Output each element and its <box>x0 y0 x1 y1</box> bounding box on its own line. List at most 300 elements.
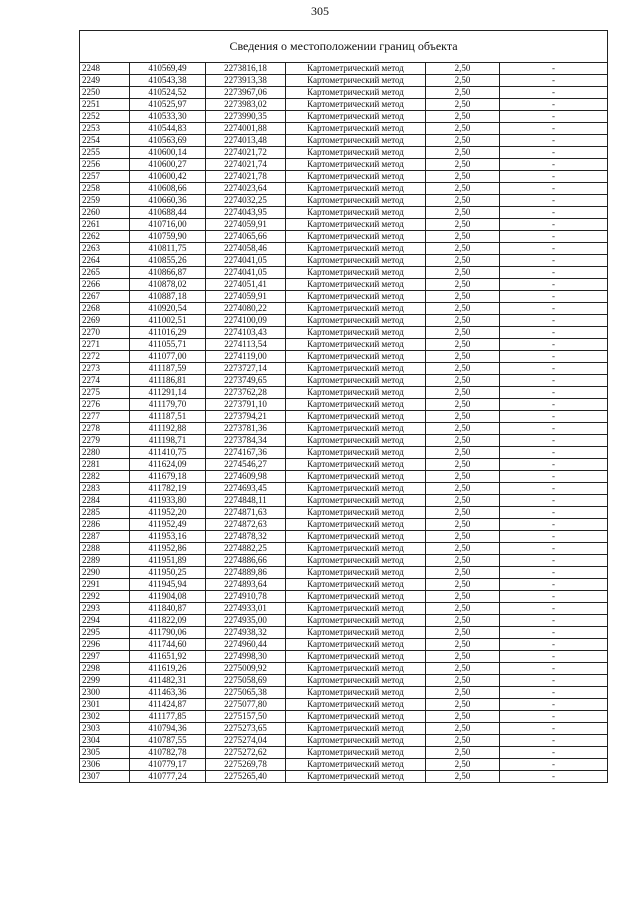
table-row <box>80 255 608 267</box>
cell-coord-y: 2273749,65 <box>206 375 286 387</box>
cell-coord-y: 2274935,00 <box>206 615 286 627</box>
cell-method: Картометрический метод <box>286 483 426 495</box>
cell-accuracy: 2,50 <box>426 315 500 327</box>
table-row <box>80 231 608 243</box>
cell-method: Картометрический метод <box>286 411 426 423</box>
cell-method: Картометрический метод <box>286 639 426 651</box>
cell-coord-x: 410887,18 <box>130 291 206 303</box>
table-row <box>80 171 608 183</box>
cell-point-number: 2305 <box>80 747 130 759</box>
boundary-table <box>79 30 608 783</box>
cell-coord-x: 411904,08 <box>130 591 206 603</box>
cell-coord-y: 2273794,21 <box>206 411 286 423</box>
cell-description: - <box>500 183 608 195</box>
cell-point-number: 2254 <box>80 135 130 147</box>
cell-accuracy: 2,50 <box>426 531 500 543</box>
cell-description: - <box>500 735 608 747</box>
cell-description: - <box>500 759 608 771</box>
cell-coord-x: 410600,42 <box>130 171 206 183</box>
table-row <box>80 435 608 447</box>
cell-point-number: 2304 <box>80 735 130 747</box>
cell-coord-y: 2274938,32 <box>206 627 286 639</box>
table-row <box>80 87 608 99</box>
cell-coord-x: 410759,90 <box>130 231 206 243</box>
cell-coord-x: 410716,00 <box>130 219 206 231</box>
table-row <box>80 639 608 651</box>
cell-accuracy: 2,50 <box>426 255 500 267</box>
cell-method: Картометрический метод <box>286 423 426 435</box>
cell-description: - <box>500 387 608 399</box>
cell-point-number: 2297 <box>80 651 130 663</box>
cell-method: Картометрический метод <box>286 171 426 183</box>
cell-point-number: 2307 <box>80 771 130 783</box>
table-body <box>80 63 608 783</box>
cell-accuracy: 2,50 <box>426 519 500 531</box>
cell-description: - <box>500 291 608 303</box>
cell-accuracy: 2,50 <box>426 411 500 423</box>
cell-method: Картометрический метод <box>286 207 426 219</box>
cell-point-number: 2287 <box>80 531 130 543</box>
cell-method: Картометрический метод <box>286 579 426 591</box>
cell-coord-x: 411933,80 <box>130 495 206 507</box>
cell-description: - <box>500 687 608 699</box>
cell-coord-y: 2274113,54 <box>206 339 286 351</box>
cell-method: Картометрический метод <box>286 87 426 99</box>
cell-coord-y: 2274933,01 <box>206 603 286 615</box>
cell-coord-x: 410524,52 <box>130 87 206 99</box>
table-row <box>80 279 608 291</box>
cell-coord-y: 2274059,91 <box>206 219 286 231</box>
cell-accuracy: 2,50 <box>426 63 500 75</box>
table-row <box>80 291 608 303</box>
cell-coord-y: 2273784,34 <box>206 435 286 447</box>
cell-coord-x: 410563,69 <box>130 135 206 147</box>
table-row <box>80 195 608 207</box>
cell-coord-x: 410878,02 <box>130 279 206 291</box>
cell-method: Картометрический метод <box>286 363 426 375</box>
cell-coord-x: 410569,49 <box>130 63 206 75</box>
cell-method: Картометрический метод <box>286 315 426 327</box>
table-row <box>80 471 608 483</box>
cell-accuracy: 2,50 <box>426 579 500 591</box>
cell-coord-x: 411187,59 <box>130 363 206 375</box>
cell-description: - <box>500 675 608 687</box>
table-row <box>80 747 608 759</box>
cell-accuracy: 2,50 <box>426 279 500 291</box>
cell-coord-y: 2273983,02 <box>206 99 286 111</box>
cell-coord-y: 2274051,41 <box>206 279 286 291</box>
cell-coord-y: 2274103,43 <box>206 327 286 339</box>
cell-point-number: 2276 <box>80 399 130 411</box>
cell-description: - <box>500 399 608 411</box>
cell-point-number: 2306 <box>80 759 130 771</box>
cell-coord-x: 410787,55 <box>130 735 206 747</box>
cell-coord-y: 2274893,64 <box>206 579 286 591</box>
cell-coord-y: 2274059,91 <box>206 291 286 303</box>
cell-coord-x: 411840,87 <box>130 603 206 615</box>
cell-description: - <box>500 147 608 159</box>
cell-accuracy: 2,50 <box>426 267 500 279</box>
cell-accuracy: 2,50 <box>426 231 500 243</box>
cell-description: - <box>500 579 608 591</box>
cell-coord-y: 2275009,92 <box>206 663 286 675</box>
cell-method: Картометрический метод <box>286 735 426 747</box>
cell-coord-x: 411187,51 <box>130 411 206 423</box>
cell-coord-x: 411016,29 <box>130 327 206 339</box>
cell-coord-y: 2274889,86 <box>206 567 286 579</box>
cell-coord-x: 410920,54 <box>130 303 206 315</box>
cell-description: - <box>500 651 608 663</box>
cell-point-number: 2262 <box>80 231 130 243</box>
cell-point-number: 2255 <box>80 147 130 159</box>
table-row <box>80 123 608 135</box>
cell-accuracy: 2,50 <box>426 327 500 339</box>
table-row <box>80 495 608 507</box>
cell-accuracy: 2,50 <box>426 339 500 351</box>
cell-point-number: 2282 <box>80 471 130 483</box>
cell-point-number: 2286 <box>80 519 130 531</box>
cell-coord-x: 411952,49 <box>130 519 206 531</box>
cell-accuracy: 2,50 <box>426 147 500 159</box>
cell-coord-y: 2274910,78 <box>206 591 286 603</box>
cell-coord-y: 2274871,63 <box>206 507 286 519</box>
cell-method: Картометрический метод <box>286 495 426 507</box>
cell-description: - <box>500 171 608 183</box>
cell-method: Картометрический метод <box>286 147 426 159</box>
cell-description: - <box>500 411 608 423</box>
cell-point-number: 2290 <box>80 567 130 579</box>
cell-coord-x: 410660,36 <box>130 195 206 207</box>
table-row <box>80 627 608 639</box>
cell-method: Картометрический метод <box>286 651 426 663</box>
cell-coord-y: 2274001,88 <box>206 123 286 135</box>
cell-point-number: 2299 <box>80 675 130 687</box>
cell-accuracy: 2,50 <box>426 435 500 447</box>
cell-point-number: 2253 <box>80 123 130 135</box>
cell-point-number: 2266 <box>80 279 130 291</box>
cell-coord-x: 411424,87 <box>130 699 206 711</box>
cell-point-number: 2275 <box>80 387 130 399</box>
table-row <box>80 363 608 375</box>
cell-description: - <box>500 423 608 435</box>
cell-description: - <box>500 639 608 651</box>
cell-description: - <box>500 435 608 447</box>
cell-coord-y: 2274872,63 <box>206 519 286 531</box>
cell-method: Картометрический метод <box>286 699 426 711</box>
cell-accuracy: 2,50 <box>426 759 500 771</box>
cell-description: - <box>500 699 608 711</box>
cell-method: Картометрический метод <box>286 711 426 723</box>
cell-accuracy: 2,50 <box>426 219 500 231</box>
cell-coord-x: 411951,89 <box>130 555 206 567</box>
cell-coord-y: 2275274,04 <box>206 735 286 747</box>
cell-method: Картометрический метод <box>286 303 426 315</box>
cell-accuracy: 2,50 <box>426 387 500 399</box>
table-row <box>80 555 608 567</box>
cell-description: - <box>500 327 608 339</box>
cell-accuracy: 2,50 <box>426 207 500 219</box>
cell-method: Картометрический метод <box>286 135 426 147</box>
cell-coord-x: 410525,97 <box>130 99 206 111</box>
table-row <box>80 207 608 219</box>
table-row <box>80 771 608 783</box>
table-row <box>80 315 608 327</box>
cell-point-number: 2293 <box>80 603 130 615</box>
cell-coord-y: 2274032,25 <box>206 195 286 207</box>
cell-point-number: 2295 <box>80 627 130 639</box>
cell-coord-y: 2273791,10 <box>206 399 286 411</box>
cell-method: Картометрический метод <box>286 531 426 543</box>
cell-point-number: 2249 <box>80 75 130 87</box>
cell-coord-y: 2275077,80 <box>206 699 286 711</box>
cell-coord-x: 411002,51 <box>130 315 206 327</box>
cell-description: - <box>500 195 608 207</box>
cell-point-number: 2281 <box>80 459 130 471</box>
cell-method: Картометрический метод <box>286 183 426 195</box>
cell-accuracy: 2,50 <box>426 375 500 387</box>
cell-coord-y: 2275157,50 <box>206 711 286 723</box>
cell-accuracy: 2,50 <box>426 303 500 315</box>
cell-coord-x: 411679,18 <box>130 471 206 483</box>
cell-point-number: 2248 <box>80 63 130 75</box>
cell-description: - <box>500 267 608 279</box>
cell-description: - <box>500 495 608 507</box>
table-row <box>80 423 608 435</box>
cell-coord-y: 2275265,40 <box>206 771 286 783</box>
cell-description: - <box>500 483 608 495</box>
cell-description: - <box>500 507 608 519</box>
cell-method: Картометрический метод <box>286 567 426 579</box>
cell-description: - <box>500 615 608 627</box>
cell-accuracy: 2,50 <box>426 699 500 711</box>
cell-point-number: 2288 <box>80 543 130 555</box>
cell-point-number: 2294 <box>80 615 130 627</box>
cell-coord-x: 410543,38 <box>130 75 206 87</box>
cell-coord-y: 2274119,00 <box>206 351 286 363</box>
cell-coord-y: 2273727,14 <box>206 363 286 375</box>
table-row <box>80 615 608 627</box>
cell-description: - <box>500 723 608 735</box>
cell-accuracy: 2,50 <box>426 459 500 471</box>
cell-accuracy: 2,50 <box>426 159 500 171</box>
table-row <box>80 111 608 123</box>
cell-accuracy: 2,50 <box>426 543 500 555</box>
cell-description: - <box>500 123 608 135</box>
cell-point-number: 2265 <box>80 267 130 279</box>
cell-point-number: 2271 <box>80 339 130 351</box>
table-row <box>80 675 608 687</box>
cell-method: Картометрический метод <box>286 327 426 339</box>
cell-point-number: 2251 <box>80 99 130 111</box>
cell-accuracy: 2,50 <box>426 687 500 699</box>
cell-coord-x: 410855,26 <box>130 255 206 267</box>
cell-method: Картометрический метод <box>286 543 426 555</box>
cell-coord-y: 2274065,66 <box>206 231 286 243</box>
cell-method: Картометрический метод <box>286 243 426 255</box>
cell-coord-x: 410811,75 <box>130 243 206 255</box>
table-row <box>80 339 608 351</box>
cell-point-number: 2273 <box>80 363 130 375</box>
cell-accuracy: 2,50 <box>426 663 500 675</box>
cell-coord-y: 2274609,98 <box>206 471 286 483</box>
cell-accuracy: 2,50 <box>426 627 500 639</box>
cell-description: - <box>500 663 608 675</box>
cell-accuracy: 2,50 <box>426 495 500 507</box>
cell-coord-x: 411055,71 <box>130 339 206 351</box>
table-row <box>80 183 608 195</box>
cell-coord-x: 411822,09 <box>130 615 206 627</box>
table-row <box>80 327 608 339</box>
cell-coord-y: 2274041,05 <box>206 267 286 279</box>
cell-accuracy: 2,50 <box>426 291 500 303</box>
cell-point-number: 2256 <box>80 159 130 171</box>
cell-coord-y: 2274167,36 <box>206 447 286 459</box>
cell-description: - <box>500 771 608 783</box>
cell-description: - <box>500 219 608 231</box>
cell-accuracy: 2,50 <box>426 723 500 735</box>
cell-point-number: 2261 <box>80 219 130 231</box>
cell-method: Картометрический метод <box>286 339 426 351</box>
cell-point-number: 2259 <box>80 195 130 207</box>
table-row <box>80 519 608 531</box>
cell-method: Картометрический метод <box>286 675 426 687</box>
cell-point-number: 2278 <box>80 423 130 435</box>
cell-point-number: 2264 <box>80 255 130 267</box>
cell-method: Картометрический метод <box>286 627 426 639</box>
cell-coord-y: 2273913,38 <box>206 75 286 87</box>
cell-method: Картометрический метод <box>286 279 426 291</box>
cell-description: - <box>500 627 608 639</box>
cell-coord-y: 2273990,35 <box>206 111 286 123</box>
cell-method: Картометрический метод <box>286 759 426 771</box>
cell-accuracy: 2,50 <box>426 75 500 87</box>
table-row <box>80 159 608 171</box>
cell-coord-y: 2274886,66 <box>206 555 286 567</box>
cell-coord-y: 2274998,30 <box>206 651 286 663</box>
cell-coord-y: 2273781,36 <box>206 423 286 435</box>
cell-description: - <box>500 351 608 363</box>
table-row <box>80 651 608 663</box>
cell-method: Картометрический метод <box>286 387 426 399</box>
cell-description: - <box>500 207 608 219</box>
cell-method: Картометрический метод <box>286 663 426 675</box>
cell-description: - <box>500 447 608 459</box>
cell-coord-x: 411410,75 <box>130 447 206 459</box>
cell-coord-y: 2273816,18 <box>206 63 286 75</box>
cell-coord-x: 410688,44 <box>130 207 206 219</box>
cell-point-number: 2302 <box>80 711 130 723</box>
cell-method: Картометрический метод <box>286 123 426 135</box>
table-row <box>80 507 608 519</box>
table-title-row <box>80 31 608 63</box>
cell-accuracy: 2,50 <box>426 171 500 183</box>
cell-method: Картометрический метод <box>286 723 426 735</box>
cell-coord-x: 411482,31 <box>130 675 206 687</box>
cell-description: - <box>500 591 608 603</box>
cell-accuracy: 2,50 <box>426 363 500 375</box>
table-row <box>80 267 608 279</box>
cell-coord-y: 2273967,06 <box>206 87 286 99</box>
cell-accuracy: 2,50 <box>426 735 500 747</box>
cell-coord-x: 410866,87 <box>130 267 206 279</box>
table-row <box>80 447 608 459</box>
cell-coord-y: 2274878,32 <box>206 531 286 543</box>
cell-method: Картометрический метод <box>286 519 426 531</box>
cell-description: - <box>500 567 608 579</box>
table-row <box>80 591 608 603</box>
table-row <box>80 711 608 723</box>
cell-method: Картометрический метод <box>286 255 426 267</box>
cell-accuracy: 2,50 <box>426 615 500 627</box>
table-row <box>80 387 608 399</box>
cell-method: Картометрический метод <box>286 375 426 387</box>
cell-coord-x: 411782,19 <box>130 483 206 495</box>
cell-description: - <box>500 63 608 75</box>
cell-method: Картометрический метод <box>286 111 426 123</box>
cell-description: - <box>500 459 608 471</box>
cell-accuracy: 2,50 <box>426 183 500 195</box>
cell-coord-y: 2274848,11 <box>206 495 286 507</box>
table-row <box>80 723 608 735</box>
cell-method: Картометрический метод <box>286 447 426 459</box>
cell-accuracy: 2,50 <box>426 243 500 255</box>
table-row <box>80 483 608 495</box>
cell-accuracy: 2,50 <box>426 711 500 723</box>
cell-method: Картометрический метод <box>286 459 426 471</box>
cell-description: - <box>500 135 608 147</box>
table-row <box>80 99 608 111</box>
cell-point-number: 2296 <box>80 639 130 651</box>
cell-description: - <box>500 87 608 99</box>
cell-method: Картометрический метод <box>286 399 426 411</box>
cell-method: Картометрический метод <box>286 219 426 231</box>
table-row <box>80 411 608 423</box>
cell-description: - <box>500 375 608 387</box>
cell-method: Картометрический метод <box>286 555 426 567</box>
cell-coord-x: 410600,14 <box>130 147 206 159</box>
cell-accuracy: 2,50 <box>426 603 500 615</box>
cell-description: - <box>500 231 608 243</box>
cell-method: Картометрический метод <box>286 291 426 303</box>
cell-coord-y: 2274013,48 <box>206 135 286 147</box>
cell-point-number: 2283 <box>80 483 130 495</box>
cell-point-number: 2291 <box>80 579 130 591</box>
cell-description: - <box>500 111 608 123</box>
table-row <box>80 603 608 615</box>
cell-coord-x: 411952,86 <box>130 543 206 555</box>
cell-point-number: 2269 <box>80 315 130 327</box>
cell-point-number: 2300 <box>80 687 130 699</box>
cell-accuracy: 2,50 <box>426 567 500 579</box>
cell-method: Картометрический метод <box>286 687 426 699</box>
cell-coord-x: 411950,25 <box>130 567 206 579</box>
cell-point-number: 2274 <box>80 375 130 387</box>
cell-accuracy: 2,50 <box>426 675 500 687</box>
cell-accuracy: 2,50 <box>426 87 500 99</box>
cell-description: - <box>500 75 608 87</box>
cell-accuracy: 2,50 <box>426 483 500 495</box>
table-row <box>80 375 608 387</box>
table-row <box>80 759 608 771</box>
table-row <box>80 699 608 711</box>
cell-description: - <box>500 711 608 723</box>
cell-coord-y: 2274960,44 <box>206 639 286 651</box>
table-row <box>80 147 608 159</box>
cell-method: Картометрический метод <box>286 231 426 243</box>
cell-coord-x: 411177,85 <box>130 711 206 723</box>
cell-coord-y: 2274882,25 <box>206 543 286 555</box>
cell-accuracy: 2,50 <box>426 471 500 483</box>
